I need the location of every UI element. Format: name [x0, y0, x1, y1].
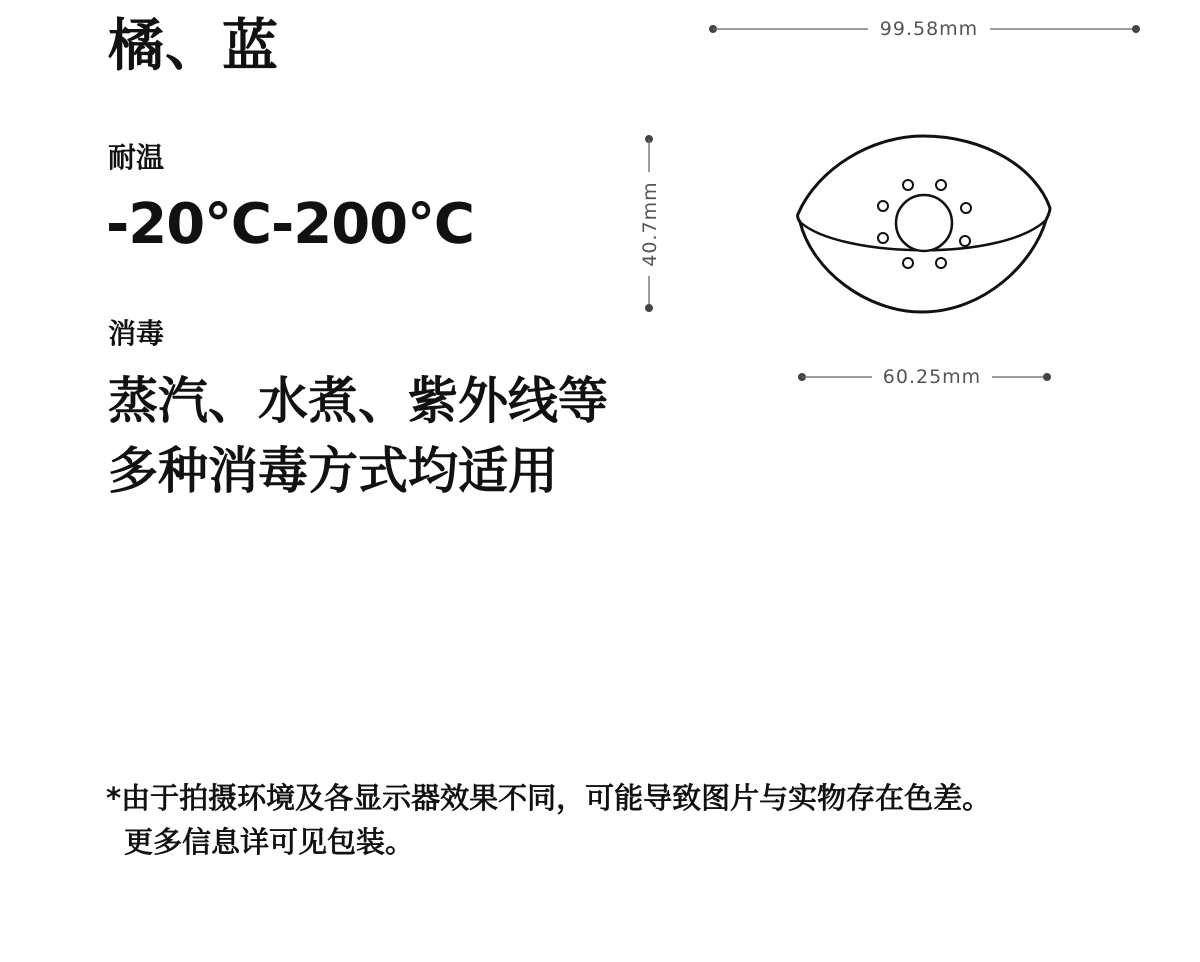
height-dimension — [639, 135, 661, 312]
inner-width-dimension — [798, 366, 1051, 388]
temperature-label: 耐温 — [108, 141, 165, 174]
inner-width-label: 60.25mm — [882, 366, 982, 388]
sterilization-line-2: 多种消毒方式均适用 — [108, 442, 558, 500]
outer-width-label: 99.58mm — [879, 18, 979, 40]
color-options-title: 橘、蓝 — [108, 14, 279, 79]
disclaimer-note — [106, 776, 991, 864]
disclaimer-line-1: *由于拍摄环境及各显示器效果不同，可能导致图片与实物存在色差。 — [106, 781, 992, 815]
sterilization-label: 消毒 — [108, 317, 165, 350]
height-label: 40.7mm — [639, 181, 661, 267]
sterilization-line-1: 蒸汽、水煮、紫外线等 — [108, 372, 608, 430]
disclaimer-line-2: 更多信息详可见包装。 — [124, 825, 415, 859]
sterilization-value — [108, 366, 608, 506]
pacifier-shield-drawing — [798, 136, 1050, 312]
temperature-value: -20℃-200℃ — [106, 192, 474, 257]
outer-width-dimension — [709, 18, 1140, 40]
